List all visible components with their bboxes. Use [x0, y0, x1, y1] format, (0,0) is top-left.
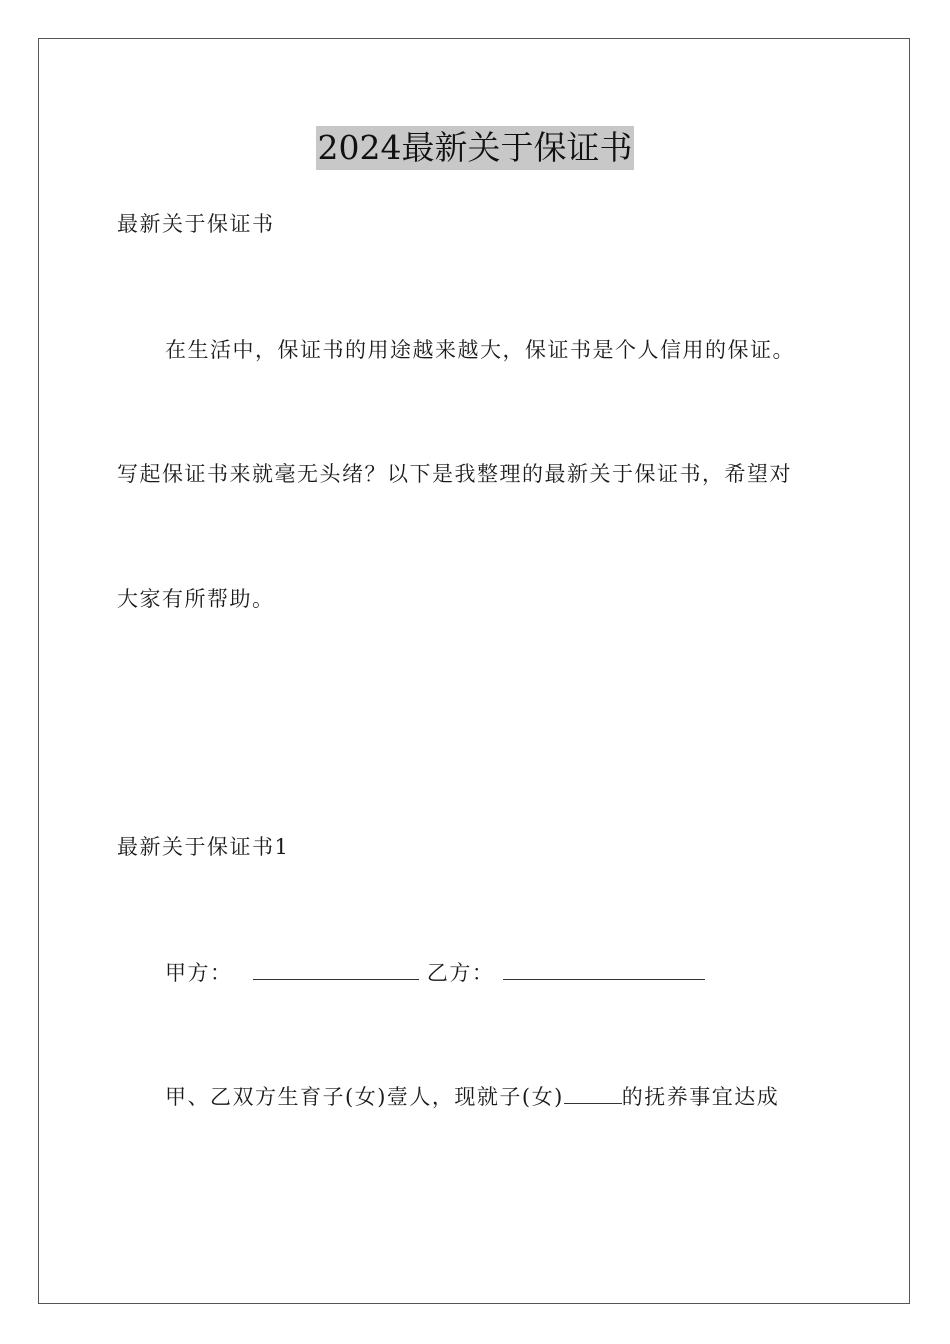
party-a-label: 甲方： — [165, 961, 233, 985]
title-container — [0, 126, 950, 170]
intro-paragraph-line-1: 在生活中，保证书的用途越来越大，保证书是个人信用的保证。 — [165, 338, 795, 362]
party-b-blank — [503, 957, 705, 980]
body-paragraph-line-1 — [165, 1081, 779, 1112]
party-line — [165, 957, 705, 988]
section-heading: 最新关于保证书1 — [117, 835, 290, 859]
document-subtitle: 最新关于保证书 — [117, 212, 275, 236]
body-text-start: 甲、乙双方生育子(女)壹人，现就子(女) — [165, 1085, 564, 1109]
intro-paragraph-line-3: 大家有所帮助。 — [117, 587, 275, 611]
document-title: 2024最新关于保证书 — [316, 126, 635, 170]
body-text-end: 的抚养事宜达成 — [621, 1085, 780, 1109]
child-name-blank — [564, 1081, 622, 1104]
party-a-blank — [253, 957, 419, 980]
party-b-label: 乙方： — [426, 961, 495, 985]
intro-paragraph-line-2: 写起保证书来就毫无头绪？以下是我整理的最新关于保证书，希望对 — [117, 462, 792, 486]
